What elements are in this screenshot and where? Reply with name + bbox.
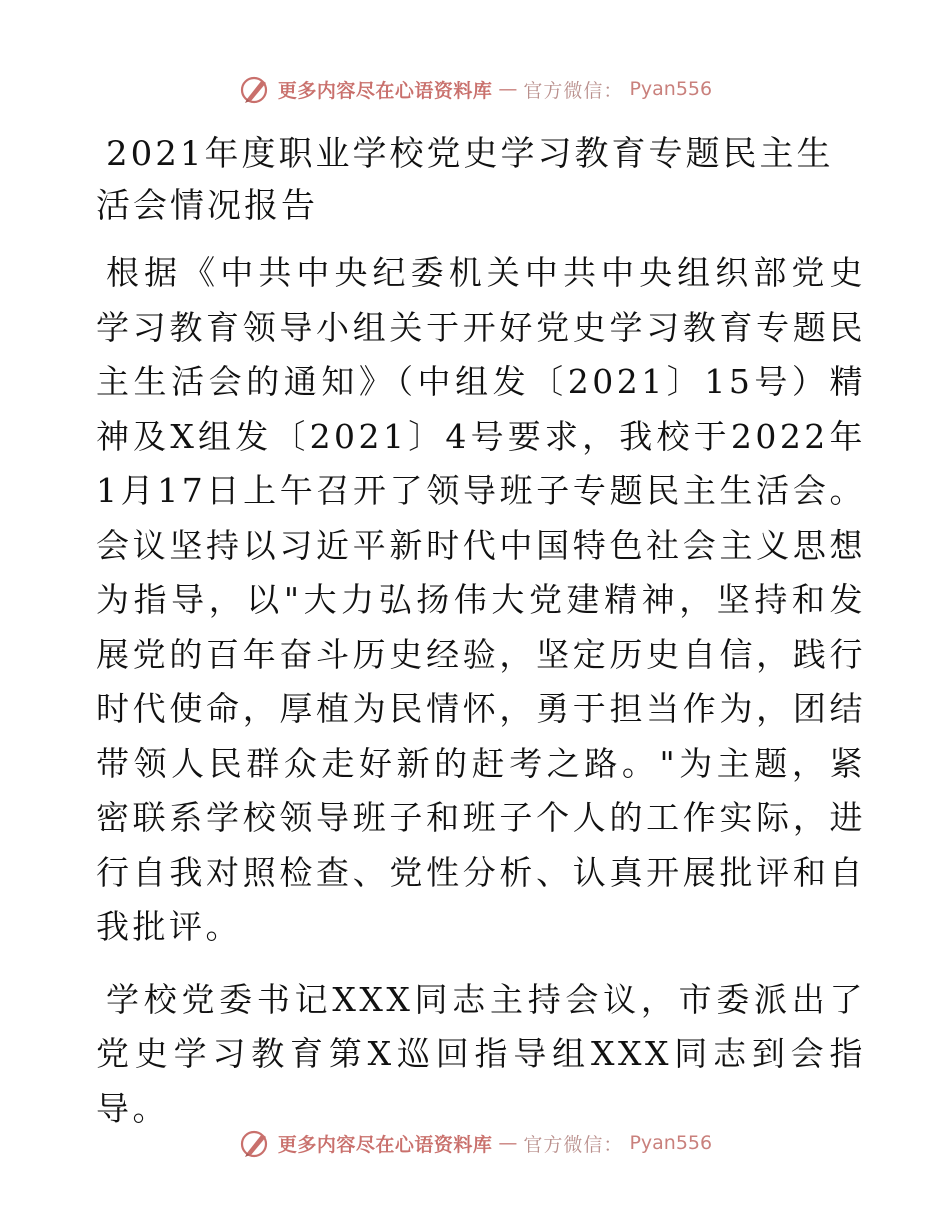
watermark-separator: — xyxy=(498,1132,518,1154)
watermark-separator: — xyxy=(498,78,518,100)
paragraph-2: 学校党委书记XXX同志主持会议，市委派出了党史学习教育第X巡回指导组XXX同志到会指导。 xyxy=(96,979,866,1128)
watermark-brand: 更多内容尽在心语资料库 xyxy=(277,79,493,102)
pen-logo-icon xyxy=(238,72,272,106)
watermark-wechat-id: Pyan556 xyxy=(629,1132,713,1154)
watermark-label: 官方微信： xyxy=(523,79,624,102)
watermark-wechat-id: Pyan556 xyxy=(629,78,713,100)
footer-watermark xyxy=(0,1126,950,1160)
document-title: 2021年度职业学校党史学习教育专题民主生活会情况报告 xyxy=(96,134,834,226)
document-body xyxy=(96,120,866,1154)
watermark-label: 官方微信： xyxy=(523,1133,624,1156)
pen-logo-icon xyxy=(238,1126,272,1160)
watermark-brand: 更多内容尽在心语资料库 xyxy=(277,1133,493,1156)
paragraph-1: 根据《中共中央纪委机关中共中央组织部党史学习教育领导小组关于开好党史学习教育专题民主生活会的通知》（中组发〔2021〕15号）精神及X组发〔2021〕4号要求，我校于2022年1月17日上午召开了领导班子专题民主生活会。会议坚持以习近平新时代中国特色社会主义思想为指导，以"大力弘扬伟大党建精神，坚持和发展党的百年奋斗历史经验，坚定历史自信，践行时代使命，厚植为民情怀，勇于担当作为，团结带领人民群众走好新的赶考之路。"为主题，紧密联系学校领导班子和班子个人的工作实际，进行自我对照检查、党性分析、认真开展批评和自我批评。 xyxy=(96,253,866,946)
header-watermark xyxy=(0,72,950,106)
